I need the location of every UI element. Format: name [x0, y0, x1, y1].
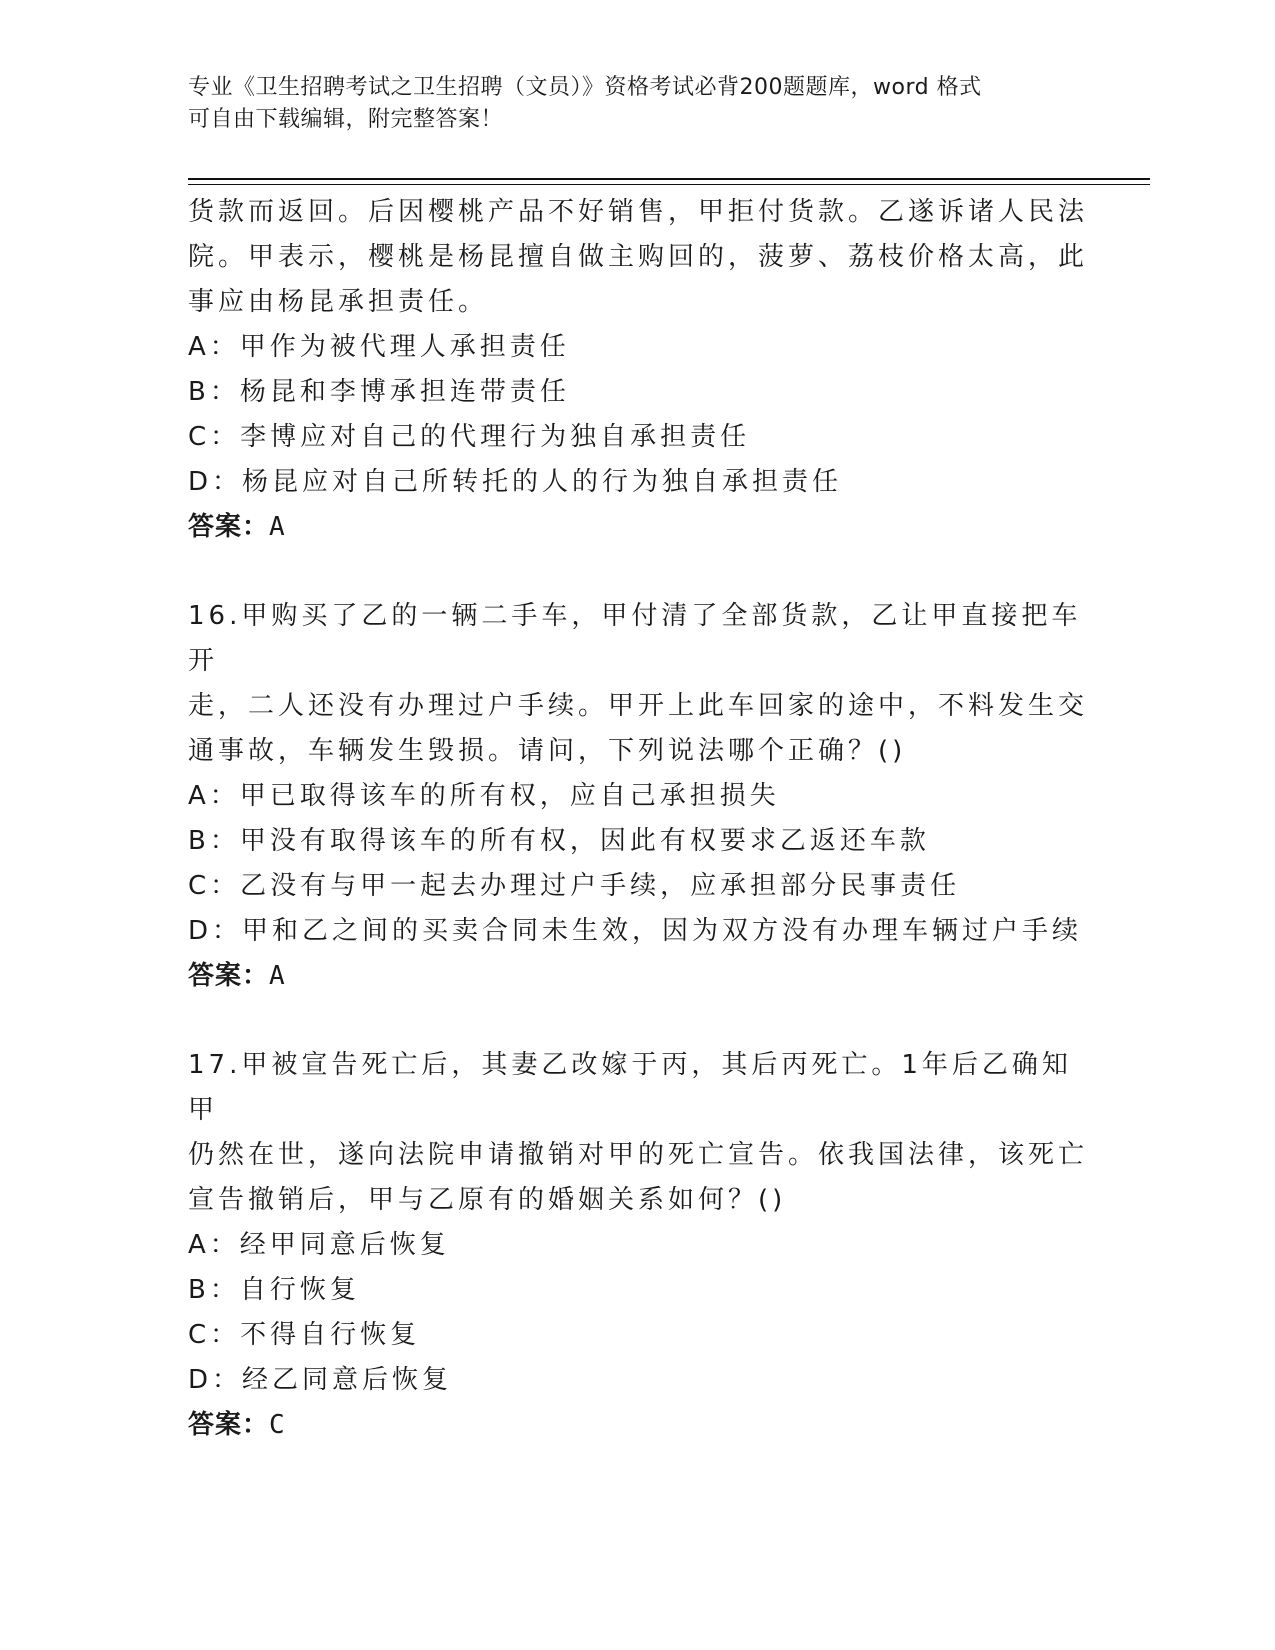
question-block-16 [188, 594, 1088, 999]
answer-label: 答案： [188, 961, 270, 991]
option-c: C：乙没有与甲一起去办理过户手续，应承担部分民事责任 [188, 871, 961, 901]
answer-value: A [269, 512, 286, 542]
option-c: C：不得自行恢复 [188, 1320, 421, 1350]
header-divider-thin [188, 184, 1150, 185]
answer-line [188, 1403, 1088, 1448]
option-d: D：杨昆应对自己所转托的人的行为独自承担责任 [188, 467, 843, 497]
answer-line [188, 505, 1088, 550]
question-text-line: 17.甲被宣告死亡后，其妻乙改嫁于丙，其后丙死亡。1年后乙确知甲 [188, 1050, 1072, 1125]
answer-value: A [269, 961, 286, 991]
option-a: A：甲作为被代理人承担责任 [188, 332, 570, 362]
question-text-line: 院。甲表示，樱桃是杨昆擅自做主购回的，菠萝、荔枝价格太高，此 [188, 242, 1089, 272]
question-text-line: 事应由杨昆承担责任。 [188, 287, 489, 317]
question-text-line: 货款而返回。后因樱桃产品不好销售，甲拒付货款。乙遂诉诸人民法 [188, 197, 1089, 227]
option-c: C：李博应对自己的代理行为独自承担责任 [188, 422, 751, 452]
option-b: B：甲没有取得该车的所有权，因此有权要求乙返还车款 [188, 826, 930, 856]
question-text-line: 16.甲购买了乙的一辆二手车，甲付清了全部货款，乙让甲直接把车开 [188, 601, 1082, 676]
document-body [188, 190, 1088, 1448]
question-block-17 [188, 1043, 1088, 1448]
answer-label: 答案： [188, 512, 270, 542]
question-text-line: 仍然在世，遂向法院申请撤销对甲的死亡宣告。依我国法律，该死亡 [188, 1140, 1089, 1170]
question-text-line: 宣告撤销后，甲与乙原有的婚姻关系如何？() [188, 1185, 787, 1215]
answer-line [188, 954, 1088, 999]
answer-label: 答案： [188, 1410, 270, 1440]
option-a: A：经甲同意后恢复 [188, 1230, 450, 1260]
question-block-15-continued [188, 190, 1088, 550]
answer-value: C [269, 1410, 286, 1440]
option-b: B：自行恢复 [188, 1275, 360, 1305]
document-header [188, 72, 1068, 136]
header-line-1: 专业《卫生招聘考试之卫生招聘（文员）》资格考试必背200题题库，word 格式 [188, 75, 982, 100]
option-d: D：经乙同意后恢复 [188, 1365, 453, 1395]
header-line-2: 可自由下载编辑，附完整答案！ [188, 107, 504, 132]
option-d: D：甲和乙之间的买卖合同未生效，因为双方没有办理车辆过户手续 [188, 916, 1083, 946]
option-a: A：甲已取得该车的所有权，应自己承担损失 [188, 781, 780, 811]
question-text-line: 走，二人还没有办理过户手续。甲开上此车回家的途中，不料发生交 [188, 691, 1089, 721]
header-divider-thick [188, 178, 1150, 180]
question-text-line: 通事故，车辆发生毁损。请问，下列说法哪个正确？() [188, 736, 907, 766]
option-b: B：杨昆和李博承担连带责任 [188, 377, 570, 407]
